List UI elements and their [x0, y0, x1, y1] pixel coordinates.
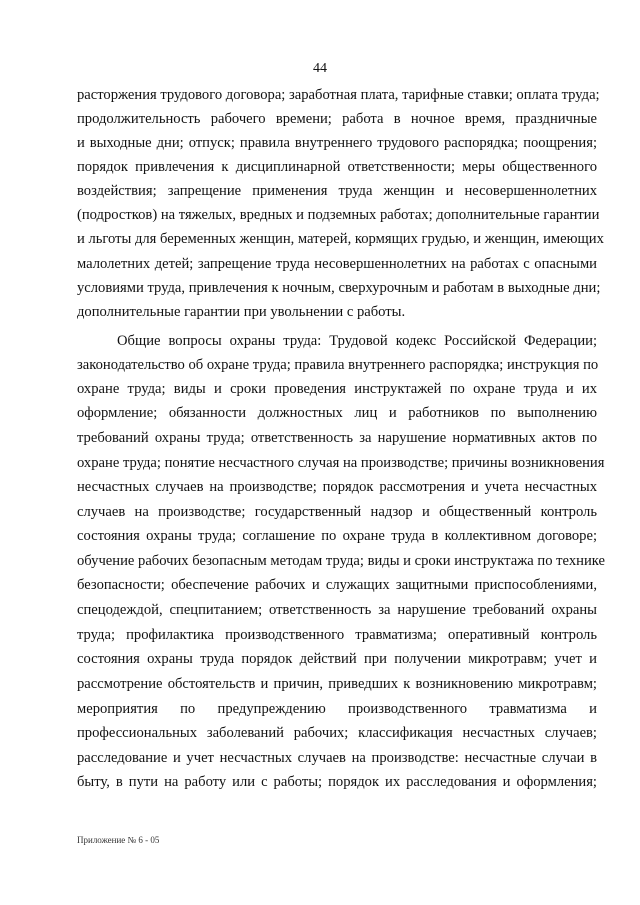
page-number: 44 [313, 61, 327, 76]
text-line: труда; профилактика производственного травматизма; оперативный контроль [77, 627, 597, 643]
text-line: рассмотрение обстоятельств и причин, приведших к возникновению микротравм; [77, 676, 597, 692]
text-line: состояния охраны труда порядок действий при получении микротравм; учет и [77, 651, 597, 667]
text-line: расторжения трудового договора; заработная плата, тарифные ставки; оплата труда; [77, 87, 600, 103]
text-line: профессиональных заболеваний рабочих; классификация несчастных случаев; [77, 725, 597, 741]
text-line: условиями труда, привлечения к ночным, сверхурочным и работам в выходные дни; [77, 280, 601, 296]
text-line: спецодеждой, спецпитанием; ответственность за нарушение требований охраны [77, 602, 597, 618]
footer-appendix-label: Приложение № 6 - 05 [77, 835, 160, 845]
text-line: продолжительность рабочего времени; работа в ночное время, праздничные [77, 111, 597, 127]
text-line: несчастных случаев на производстве; порядок рассмотрения и учета несчастных [77, 479, 597, 495]
text-line: малолетних детей; запрещение труда несовершеннолетних на работах с опасными [77, 256, 597, 272]
text-line: воздействия; запрещение применения труда женщин и несовершеннолетних [77, 183, 597, 199]
text-line: и выходные дни; отпуск; правила внутреннего трудового распорядка; поощрения; [77, 135, 597, 151]
text-line: требований охраны труда; ответственность за нарушение нормативных актов по [77, 430, 597, 446]
text-line: мероприятия по предупреждению производственного травматизма и [77, 701, 597, 717]
text-line: состояния охраны труда; соглашение по охране труда в коллективном договоре; [77, 528, 597, 544]
text-line: случаев на производстве; государственный надзор и общественный контроль [77, 504, 597, 520]
text-line: и льготы для беременных женщин, матерей, кормящих грудью, и женщин, имеющих [77, 231, 604, 247]
text-line: охране труда; понятие несчастного случая на производстве; причины возникновения [77, 455, 605, 471]
text-line: порядок привлечения к дисциплинарной ответственности; меры общественного [77, 159, 597, 175]
text-line: дополнительные гарантии при увольнении с работы. [77, 304, 406, 320]
text-line: оформление; обязанности должностных лиц и работников по выполнению [77, 405, 597, 421]
paragraph-first-line: Общие вопросы охраны труда: Трудовой кодекс Российской Федерации; [117, 333, 597, 349]
text-line: законодательство об охране труда; правила внутреннего распорядка; инструкция по [77, 357, 599, 373]
text-line: обучение рабочих безопасным методам труда; виды и сроки инструктажа по технике [77, 553, 605, 569]
text-line: расследование и учет несчастных случаев на производстве: несчастные случаи в [77, 750, 597, 766]
text-line: быту, в пути на работу или с работы; порядок их расследования и оформления; [77, 774, 597, 790]
text-line: охране труда; виды и сроки проведения инструктажей по охране труда и их [77, 381, 597, 397]
text-line: безопасности; обеспечение рабочих и служащих защитными приспособлениями, [77, 577, 597, 593]
text-line: (подростков) на тяжелых, вредных и подземных работах; дополнительные гарантии [77, 207, 600, 223]
